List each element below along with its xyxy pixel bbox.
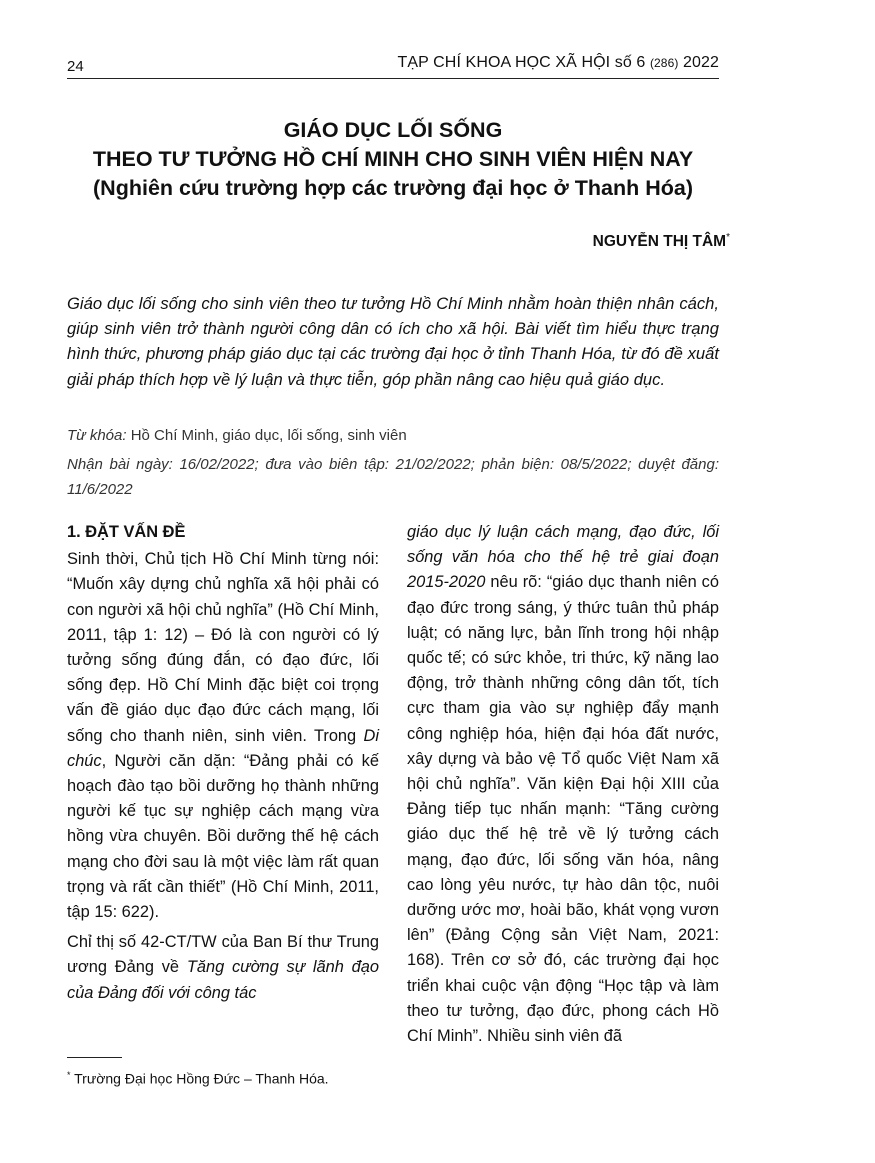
title-line-1: GIÁO DỤC LỐI SỐNG bbox=[283, 118, 503, 142]
footnote-divider bbox=[67, 1057, 122, 1058]
paragraph-1 bbox=[67, 547, 379, 925]
section-heading: 1. ĐẶT VẤN ĐỀ bbox=[67, 523, 186, 541]
submission-dates: Nhận bài ngày: 16/02/2022; đưa vào biên tập: 21/02/2022; phản biện: 08/5/2022; duyệt đăng: 11/6/2022 bbox=[67, 456, 719, 498]
keywords-label: Từ khóa: bbox=[67, 427, 127, 444]
running-header bbox=[67, 52, 719, 79]
footnote-mark: * bbox=[67, 1070, 71, 1080]
paragraph-2-italic: Tăng cường sự lãnh đạo của Đảng đối với công tác bbox=[67, 958, 380, 1002]
left-column bbox=[67, 520, 379, 1006]
journal-main: TẠP CHÍ KHOA HỌC XÃ HỘI số 6 bbox=[397, 54, 646, 71]
right-paragraph-italic: giáo dục lý luận cách mạng, đạo đức, lối sống văn hóa cho thế hệ trẻ giai đoạn 2015-2020 bbox=[407, 523, 719, 592]
page-number: 24 bbox=[67, 58, 84, 75]
keywords bbox=[67, 427, 719, 444]
right-column bbox=[407, 520, 719, 1049]
title-line-2: THEO TƯ TƯỞNG HỒ CHÍ MINH CHO SINH VIÊN HIỆN NAY bbox=[92, 147, 694, 171]
journal-issue: (286) bbox=[649, 56, 679, 70]
paragraph-1-text-a: Sinh thời, Chủ tịch Hồ Chí Minh từng nói: “Muốn xây dựng chủ nghĩa xã hội phải có con người xã hội chủ nghĩa” (Hồ Chí Minh, 2011, tập 1: 12) – Đó là con người có lý tưởng sống đúng đắn, có đạo đức, lối sống đẹp. Hồ Chí Minh đặc biệt coi trọng vấn đề giáo dục đạo đức cách mạng, lối sống cho thanh niên, sinh viên. Trong bbox=[67, 550, 379, 745]
paragraph-1-italic: Di chúc bbox=[67, 726, 379, 770]
author-footnote-mark: * bbox=[726, 232, 730, 243]
keywords-text: Hồ Chí Minh, giáo dục, lối sống, sinh viên bbox=[130, 427, 407, 444]
footnote bbox=[67, 1070, 329, 1087]
right-paragraph-text: nêu rõ: “giáo dục thanh niên có đạo đức trong sáng, ý thức tuân thủ pháp luật; có năng lực, bản lĩnh trong hội nhập quốc tế; có sức khỏe, tri thức, kỹ năng lao động, trở thành những công dân tốt, tích cực tham gia vào sự nghiệp đẩy mạnh công nghiệp hóa, hiện đại hóa đất nước, xây dựng và bảo vệ Tổ quốc Việt Nam xã hội chủ nghĩa”. Văn kiện Đại hội XIII của Đảng tiếp tục nhấn mạnh: “Tăng cường giáo dục thế hệ trẻ về lý tưởng cách mạng, đạo đức, lối sống văn hóa, nâng cao lòng yêu nước, tự hào dân tộc, nuôi dưỡng ước mơ, hoài bão, khát vọng vươn lên” (Đảng Cộng sản Việt Nam, 2021: 168). Trên cơ sở đó, các trường đại học triển khai cuộc vận động “Học tập và làm theo tư tưởng, đạo đức, phong cách Hồ Chí Minh”. Nhiều sinh viên đã bbox=[407, 573, 719, 1046]
author bbox=[593, 232, 730, 251]
journal-title bbox=[397, 54, 719, 72]
title-line-3: (Nghiên cứu trường hợp các trường đại học ở Thanh Hóa) bbox=[93, 176, 693, 200]
abstract: Giáo dục lối sống cho sinh viên theo tư tưởng Hồ Chí Minh nhằm hoàn thiện nhân cách, giúp sinh viên trở thành người công dân có ích cho xã hội. Bài viết tìm hiểu thực trạng hình thức, phương pháp giáo dục tại các trường đại học ở tỉnh Thanh Hóa, từ đó đề xuất giải pháp thích hợp về lý luận và thực tiễn, góp phần nâng cao hiệu quả giáo dục. bbox=[67, 294, 719, 389]
footnote-text: Trường Đại học Hồng Đức – Thanh Hóa. bbox=[70, 1070, 329, 1087]
article-title bbox=[67, 116, 719, 203]
paragraph-2-text-a: Chỉ thị số 42-CT/TW của Ban Bí thư Trung ương Đảng về bbox=[67, 933, 379, 977]
journal-year: 2022 bbox=[683, 54, 719, 71]
right-paragraph bbox=[407, 520, 719, 1049]
author-name: NGUYỄN THỊ TÂM bbox=[592, 233, 727, 251]
paragraph-2 bbox=[67, 930, 379, 1006]
paragraph-1-text-b: , Người căn dặn: “Đảng phải có kế hoạch đào tạo bồi dưỡng họ thành những người kế tục sự nghiệp cách mạng vừa hồng vừa chuyên. Bồi dưỡng thế hệ cách mạng cho đời sau là một việc làm rất quan trọng và rất cần thiết” (Hồ Chí Minh, 2011, tập 15: 622). bbox=[67, 751, 379, 922]
